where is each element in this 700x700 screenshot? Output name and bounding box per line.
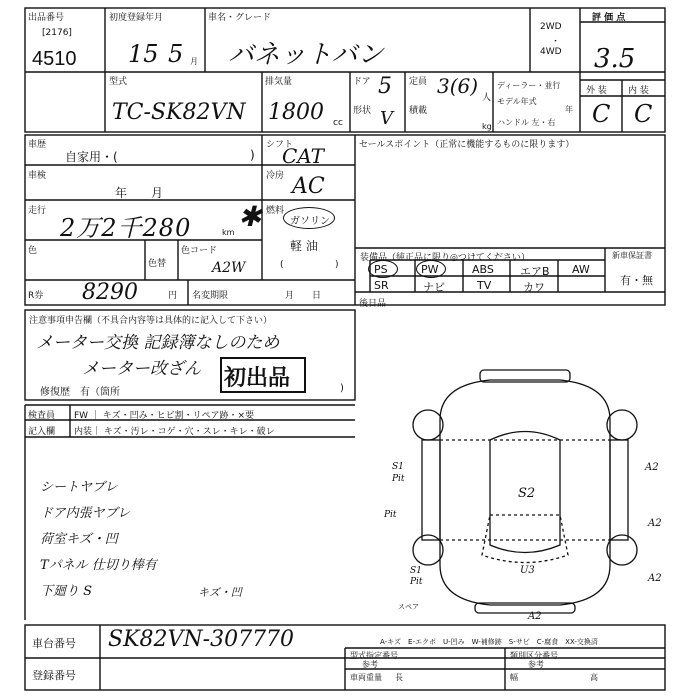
inspector-row-2: 内装｜ キズ・汚レ・コゲ・穴・スレ・キレ・破レ: [74, 427, 275, 437]
damage-u3: U3: [520, 565, 535, 576]
hand-item-3: 荷室キズ・凹: [40, 532, 118, 547]
pw-circle: [416, 260, 446, 278]
name-change-value: 月 日: [285, 291, 322, 301]
interior-grade: C: [634, 100, 653, 128]
fuel-diesel: 軽 油: [290, 239, 318, 253]
registration-month: 5: [168, 40, 184, 68]
inspection-label: 車検: [28, 171, 47, 181]
mileage-value: 2万2千280: [60, 214, 192, 242]
damage-a2-right-bottom: A2: [648, 573, 662, 584]
yen-unit: 円: [168, 291, 178, 301]
equip-abs: ABS: [472, 263, 494, 276]
color-label: 色: [28, 246, 38, 256]
damage-a2-bottom: A2: [528, 611, 542, 622]
month-unit: 月: [190, 57, 198, 66]
kg-unit: kg: [482, 122, 492, 131]
damage-legend: A-キズ E-エクボ U-凹み W-補修跡 S-サビ C-腐食 XX-交換済: [380, 638, 598, 646]
recycle-label: R券: [28, 291, 44, 301]
sales-point-title: セールスポイント（正常に機能するものに限ります）: [359, 140, 575, 150]
notes-line-1: メーター交換 記録簿なしのため: [36, 333, 280, 353]
damage-s2: S2: [518, 486, 536, 501]
fuel-paren-open: (: [280, 260, 284, 270]
lot-sub-number: [2176]: [42, 28, 72, 38]
model-year-label: モデル年式: [497, 97, 537, 106]
chassis-number: SK82VN-307770: [108, 627, 295, 652]
history-label: 車歴: [28, 140, 47, 150]
length-label: 長: [395, 673, 403, 682]
rating-value: 3.5: [594, 44, 636, 74]
shift-value: CAT: [282, 144, 324, 168]
hand-item-5: 下廻り S: [40, 584, 93, 599]
displacement-label: 排気量: [265, 77, 293, 87]
damage-pit-mid: Pit: [384, 510, 397, 520]
inspector-label: 検査員: [28, 411, 56, 421]
cc-unit: cc: [333, 118, 343, 128]
mileage-unit: km: [222, 228, 235, 237]
later-items-label: 後日品: [359, 299, 387, 309]
shape-value: V: [380, 108, 393, 129]
equip-leather: カワ: [523, 281, 545, 294]
warranty-value: 有・無: [620, 274, 653, 287]
inspection-value: 年 月: [115, 186, 164, 200]
hand-item-2: ドア内張ヤブレ: [40, 506, 131, 521]
equipment-title: 装備品（純正品に限り◎つけてください）: [360, 253, 530, 263]
handle-label: ハンドル 左・右: [497, 118, 556, 127]
equip-aw: AW: [572, 263, 590, 276]
drive-4wd: 4WD: [540, 47, 562, 57]
model-code: TC-SK82VN: [112, 100, 246, 125]
lot-number-label: 出品番号: [28, 13, 65, 23]
drive-2wd: 2WD: [540, 22, 562, 32]
model-designation-label: 型式指定番号: [350, 651, 398, 660]
model-designation-ref: 参考: [362, 660, 378, 669]
asterisk-mark: ✱: [238, 200, 262, 233]
damage-s1-top: S1: [392, 462, 404, 472]
name-change-label: 名変期限: [192, 291, 229, 301]
damage-a2-right-top: A2: [645, 462, 659, 473]
rating-label: 評 価 点: [592, 13, 626, 23]
color-code-label: 色コード: [181, 246, 218, 256]
equip-navi: ナビ: [423, 281, 445, 294]
recycle-value: 8290: [82, 280, 138, 305]
exterior-grade: C: [592, 100, 611, 128]
fuel-gasoline: ガソリン: [290, 216, 330, 227]
category-number-label: 類別区分番号: [510, 651, 558, 660]
height-label: 高: [590, 673, 598, 682]
doors-value: 5: [378, 74, 392, 99]
first-listing-stamp: 初出品: [224, 365, 291, 390]
hand-item-4: Tパネル 仕切り棒有: [40, 558, 157, 573]
spare-tire-label: スペア: [398, 603, 419, 611]
shape-label: 形状: [353, 106, 372, 116]
car-name-label: 車名・グレード: [208, 13, 272, 23]
ps-circle: [368, 260, 398, 278]
hand-item-1: シートヤブレ: [40, 480, 118, 495]
notes-line-2: メーター改ざん: [82, 359, 201, 379]
capacity-unit: 人: [482, 93, 492, 103]
interior-label: 内 装: [628, 86, 649, 96]
equip-airbag: エアB: [520, 265, 550, 278]
car-name: バネットバン: [228, 40, 384, 70]
damage-pit-top: Pit: [392, 474, 405, 484]
equip-ps: PS: [374, 263, 388, 276]
inspector-row-1: FW ｜ キズ・凹み・ヒビ割・リペア跡・×要: [74, 411, 254, 421]
color-code-value: A2W: [212, 260, 246, 276]
ac-value: AC: [292, 174, 325, 199]
mileage-label: 走行: [28, 206, 47, 216]
damage-a2-right-mid: A2: [648, 518, 662, 529]
equip-tv: TV: [477, 279, 492, 292]
dealer-label: ディーラー・並行: [497, 81, 561, 90]
exterior-label: 外 装: [586, 86, 607, 96]
chassis-label: 車台番号: [32, 637, 76, 650]
repair-history-close: ): [340, 383, 344, 394]
displacement-value: 1800: [268, 100, 324, 125]
fuel-paren-close: ): [335, 260, 339, 270]
use-close: ): [250, 148, 255, 162]
width-label: 幅: [510, 673, 518, 682]
equip-sr: SR: [374, 279, 389, 292]
shift-label: シフト: [266, 140, 294, 150]
fuel-circle: [283, 207, 335, 229]
capacity-value: 3(6): [437, 74, 479, 98]
doors-label: ドア: [353, 77, 371, 87]
ac-label: 冷房: [266, 171, 285, 181]
model-label: 型式: [109, 77, 128, 87]
registration-label: 登録番号: [32, 669, 76, 682]
damage-s1-bottom: S1: [410, 566, 422, 576]
damage-pit-bottom: Pit: [410, 577, 423, 587]
capacity-label: 定員: [409, 77, 428, 87]
model-year-unit: 年: [565, 105, 573, 114]
repair-history-label: 修復歴 有（箇所: [40, 387, 120, 398]
use-value: 自家用・(: [65, 150, 118, 164]
record-label: 記入欄: [28, 427, 56, 437]
repaint-label: 色替: [148, 259, 167, 269]
warranty-label: 新車保証書: [612, 251, 652, 260]
lot-number: 4510: [32, 48, 77, 70]
vehicle-weight-label: 車両重量: [350, 673, 382, 682]
hand-small-note: キズ・凹: [198, 586, 242, 599]
fuel-label: 燃料: [266, 206, 285, 216]
notes-title: 注意事項申告欄（不具合内容等は具体的に記入して下さい）: [29, 316, 273, 326]
load-label: 積載: [409, 106, 428, 116]
first-registration-label: 初度登録年月: [109, 13, 164, 23]
category-number-ref: 参考: [528, 660, 544, 669]
registration-year: 15: [128, 40, 159, 68]
drive-dot: ・: [551, 37, 561, 47]
equip-pw: PW: [421, 263, 439, 276]
